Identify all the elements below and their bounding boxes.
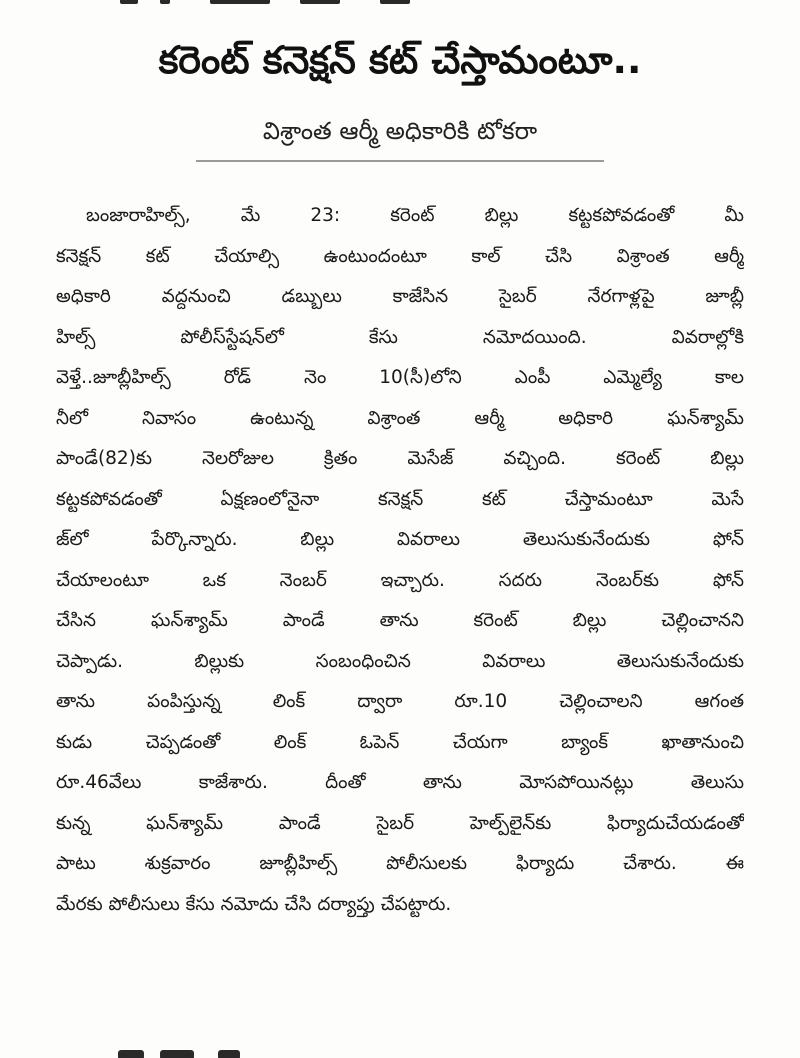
headline-divider (196, 160, 604, 162)
body-line: చేయాలంటూ ఒక నెంబర్ ఇచ్చారు. సదరు నెంబర్‌కు ఫోన్ (56, 569, 744, 591)
body-line: రూ.46వేలు కాజేశారు. దీంతో తాను మోసపోయినట్లు తెలుసు (56, 772, 744, 793)
article-headline: కరెంట్ కనెక్షన్ కట్ చేస్తామంటూ.. (158, 38, 642, 82)
body-line: అధికారి వద్దనుంచి డబ్బులు కాజేసిన సైబర్ నేరగాళ్లపై జూబ్లీ (56, 286, 744, 307)
cropped-next-article-fragment (0, 1044, 800, 1058)
body-line: కట్టకపోవడంతో ఏక్షణంలోనైనా కనెక్షన్ కట్ చేస్తామంటూ మెసే (56, 488, 744, 510)
body-line: చేసిన ఘన్‌శ్యామ్ పాండే తాను కరెంట్ బిల్లు చెల్లించానని (56, 610, 744, 631)
body-line: కున్న ఘన్‌శ్యామ్ పాండే సైబర్ హెల్ప్‌లైన్‌కు ఫిర్యాదుచేయడంతో (56, 812, 744, 834)
body-line: కుడు చెప్పడంతో లింక్ ఓపెన్ చేయగా బ్యాంక్ ఖాతానుంచి (56, 731, 744, 753)
article-subheadline: విశ్రాంత ఆర్మీ అధికారికి టోకరా (262, 117, 538, 145)
body-line: చెప్పాడు. బిల్లుకు సంబంధించిన వివరాలు తెలుసుకునేందుకు (56, 650, 744, 672)
article-body (56, 196, 744, 925)
body-line: జ్‌లో పేర్కొన్నారు. బిల్లు వివరాలు తెలుసుకునేందుకు ఫోన్ (56, 529, 744, 550)
body-line: బంజారాహిల్స్, మే 23: కరెంట్ బిల్లు కట్టకపోవడంతో మీ (86, 205, 744, 226)
body-line: తాను పంపిస్తున్న లింక్ ద్వారా రూ.10 చెల్లించాలని ఆగంత (56, 691, 744, 712)
body-line: నీలో నివాసం ఉంటున్న విశ్రాంత ఆర్మీ అధికారి ఘన్‌శ్యామ్ (56, 407, 744, 429)
cropped-previous-article-fragment (0, 0, 800, 14)
body-line: కనెక్షన్ కట్ చేయాల్సి ఉంటుందంటూ కాల్ చేసి విశ్రాంత ఆర్మీ (56, 245, 744, 267)
body-line: పాటు శుక్రవారం జూబ్లీహిల్స్ పోలీసులకు ఫిర్యాదు చేశారు. ఈ (56, 853, 744, 874)
body-line: పాండే(82)కు నెలరోజుల క్రితం మెసేజ్ వచ్చింది. కరెంట్ బిల్లు (56, 448, 744, 469)
body-line: మేరకు పోలీసులు కేసు నమోదు చేసి దర్యాప్తు చేపట్టారు. (56, 893, 452, 915)
body-line: వెళ్తే..జూబ్లీహిల్స్ రోడ్ నెం 10(సీ)లోని ఎంపీ ఎమ్మెల్యే కాల (56, 367, 744, 388)
body-line: హిల్స్ పోలీస్‌స్టేషన్‌లో కేసు నమోదయింది. వివరాల్లోకి (56, 326, 744, 348)
